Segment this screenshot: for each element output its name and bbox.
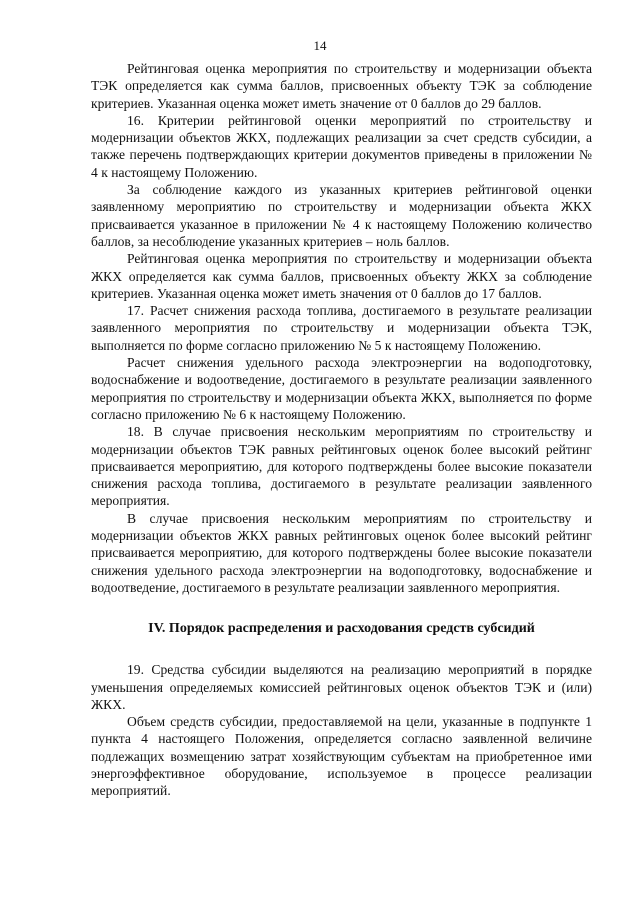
paragraph-17-fuel-reduction: 17. Расчет снижения расхода топлива, достигаемого в результате реализации заявленного мероприятия по строительству и модернизации объекта ТЭК, выполняется по форме согласно приложению № 5 к настоящему Положению. — [91, 303, 592, 353]
paragraph-criteria-points-zhkh: За соблюдение каждого из указанных критериев рейтинговой оценки заявленному мероприятию по строительству и модернизации объекта ЖКХ присваивается указанное в приложении № 4 к настоящему Положению количество баллов, за несоблюдение указанных критериев – ноль баллов. — [91, 182, 592, 249]
paragraph-rating-zhkh-sum: Рейтинговая оценка мероприятия по строительству и модернизации объекта ЖКХ определяется как сумма баллов, присвоенных объекту ЖКХ за соблюдение критериев. Указанная оценка может иметь значения от 0 баллов до 17 баллов. — [91, 251, 592, 301]
document-body — [91, 60, 592, 800]
page-number: 14 — [313, 38, 327, 53]
paragraph-subsidy-volume: Объем средств субсидии, предоставляемой на цели, указанные в подпункте 1 пункта 4 настоящего Положения, определяется согласно заявленной величине подлежащих возмещению затрат хозяйствующим субъектам на приобретенное ими энергоэффективное оборудование, используемое в процессе реализации мероприятий. — [91, 714, 592, 799]
paragraph-19-subsidy-allocation: 19. Средства субсидии выделяются на реализацию мероприятий в порядке уменьшения определяемых комиссией рейтинговых оценок объектов ТЭК и (или) ЖКХ. — [91, 662, 592, 712]
paragraph-electricity-reduction: Расчет снижения удельного расхода электроэнергии на водоподготовку, водоснабжение и водоотведение, достигаемого в результате реализации заявленного мероприятия по строительству и модернизации объекта ЖКХ, выполняется по форме согласно приложению № 6 к настоящему Положению. — [91, 355, 592, 422]
section-heading: IV. Порядок распределения и расходования средств субсидий — [148, 621, 535, 637]
paragraph-18-equal-ratings-tek: 18. В случае присвоения нескольким мероприятиям по строительству и модернизации объектов ТЭК равных рейтинговых оценок более высокий рейтинг присваивается мероприятию, для которого подтверждены более высокие показатели снижения расхода топлива, достигаемого в результате реализации заявленного мероприятия. — [91, 424, 592, 509]
paragraph-rating-tek-sum: Рейтинговая оценка мероприятия по строительству и модернизации объекта ТЭК определяется как сумма баллов, присвоенных объекту ТЭК за соблюдение критериев. Указанная оценка может иметь значение от 0 баллов до 29 баллов. — [91, 61, 592, 111]
paragraph-equal-ratings-zhkh: В случае присвоения нескольким мероприятиям по строительству и модернизации объектов ЖКХ равных рейтинговых оценок более высокий рейтинг присваивается мероприятию, для которого подтверждены более высокие показатели снижения удельного расхода электроэнергии на водоподготовку, водоснабжение и водоотведение, достигаемого в результате реализации заявленного мероприятия. — [91, 510, 592, 595]
paragraph-16-criteria-zhkh: 16. Критерии рейтинговой оценки мероприятий по строительству и модернизации объектов ЖКХ, подлежащих реализации за счет средств субсидии, а также перечень подтверждающих критерии документов приведены в приложении № 4 к настоящему Положению. — [91, 112, 592, 180]
